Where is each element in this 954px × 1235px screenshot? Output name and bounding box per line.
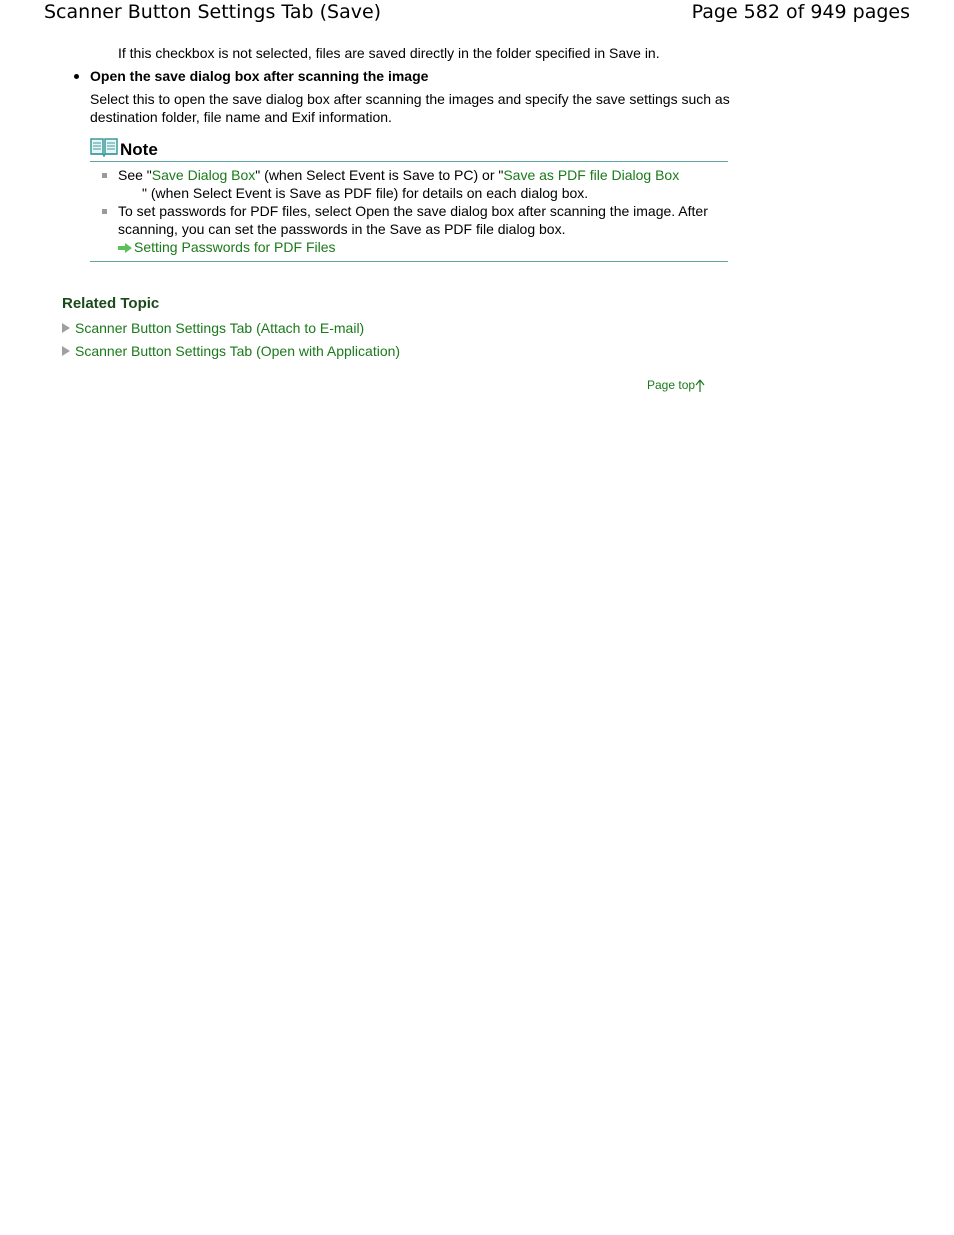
book-icon [90,137,118,157]
arrow-up-icon [695,379,705,393]
triangle-right-icon [62,323,70,333]
option-bullet [74,67,734,85]
square-bullet-icon [102,173,107,178]
related-item [62,319,702,337]
note-text: To set passwords for PDF files, select Open the save dialog box after scanning the image. After scanning, you can set the passwords in the Save as PDF file dialog box. [118,203,708,237]
save-dialog-box-link[interactable]: Save Dialog Box [151,167,256,183]
page-top-label: Page top [647,378,696,392]
setting-passwords-link[interactable]: Setting Passwords for PDF Files [134,239,336,255]
arrow-right-icon [118,243,132,253]
note-list [90,162,728,262]
bullet-dot-icon [74,74,79,79]
note-text: See " [118,167,152,183]
note-text: " (when Select Event is Save to PC) or " [255,167,504,183]
page-counter: Page 582 of 949 pages [691,1,910,23]
document-title: Scanner Button Settings Tab (Save) [44,1,382,23]
note-title: Note [120,140,158,159]
square-bullet-icon [102,209,107,214]
note-text: " (when Select Event is Save as PDF file) for details on each dialog box. [142,185,589,201]
page-header [0,0,954,30]
note-box [90,137,728,262]
note-item [90,202,728,256]
checkbox-note-text: If this checkbox is not selected, files are saved directly in the folder specified in Save in. [118,45,660,61]
option-description: Select this to open the save dialog box after scanning the images and specify the save settings such as destination folder, file name and Exif information. [90,91,730,125]
related-link-open-application[interactable]: Scanner Button Settings Tab (Open with Application) [75,343,401,359]
triangle-right-icon [62,346,70,356]
related-link-attach-email[interactable]: Scanner Button Settings Tab (Attach to E-mail) [75,320,365,336]
note-item [90,166,728,202]
note-header [90,137,728,162]
related-item [62,342,702,360]
save-as-pdf-dialog-link[interactable]: Save as PDF file Dialog Box [503,167,680,183]
related-topic-heading: Related Topic [62,295,160,312]
related-topics [62,295,702,365]
option-title: Open the save dialog box after scanning the image [90,68,429,84]
page-top-link[interactable] [647,377,705,393]
